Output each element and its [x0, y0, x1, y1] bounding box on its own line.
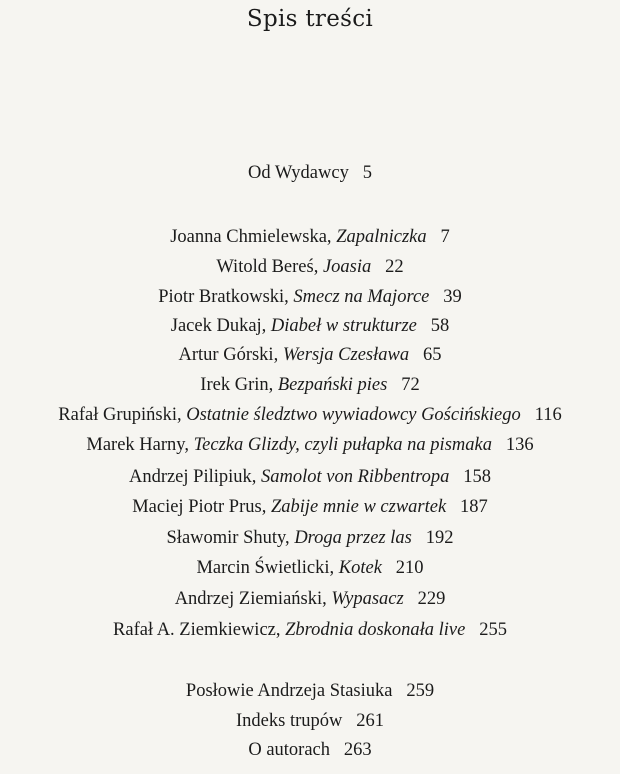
toc-story-title: Diabeł w strukturze	[270, 316, 417, 336]
toc-story-title: Joasia	[322, 257, 372, 277]
toc-entry	[0, 345, 620, 366]
toc-author: Jacek Dukaj,	[170, 316, 267, 336]
toc-page-number: 65	[422, 345, 442, 365]
toc-page-number: 116	[534, 405, 562, 425]
toc-page-number: 255	[479, 620, 507, 640]
toc-page-number: 158	[463, 467, 492, 487]
toc-story-title: Bezpański pies	[277, 375, 388, 395]
toc-entry	[0, 257, 620, 278]
toc-author: Witold Bereś,	[216, 257, 319, 277]
toc-author: Andrzej Ziemiański,	[174, 589, 327, 609]
toc-page-number: 261	[356, 711, 384, 731]
toc-back-label: O autorach	[248, 740, 331, 760]
toc-entry	[0, 620, 620, 641]
toc-author: Irek Grin,	[200, 375, 274, 395]
toc-entry	[0, 497, 620, 518]
toc-entry	[0, 589, 620, 610]
toc-author: Rafał A. Ziemkiewicz,	[113, 620, 281, 640]
page-title: Spis treści	[246, 6, 374, 32]
toc-page-number: 5	[362, 163, 372, 183]
toc-entry	[0, 405, 620, 426]
toc-story-title: Zapalniczka	[336, 227, 427, 247]
toc-page-number: 72	[401, 375, 420, 395]
toc-story-title: Ostatnie śledztwo wywiadowcy Gościńskiego	[186, 405, 521, 425]
toc-story-title: Zabije mnie w czwartek	[270, 497, 447, 517]
toc-entry	[0, 435, 620, 456]
toc-page-number: 263	[343, 740, 372, 760]
toc-entry	[0, 287, 620, 308]
toc-back-label: Indeks trupów	[236, 711, 343, 731]
toc-page-number: 22	[385, 257, 404, 277]
toc-page-number: 58	[430, 316, 450, 336]
toc-author: Sławomir Shuty,	[166, 528, 290, 548]
toc-story-title: Teczka Glizdy, czyli pułapka na pismaka	[193, 435, 492, 455]
toc-page-number: 210	[395, 558, 424, 578]
toc-story-title: Zbrodnia doskonała live	[285, 620, 466, 640]
toc-entry	[0, 227, 620, 248]
toc-back-entry	[0, 711, 620, 732]
toc-entry	[0, 316, 620, 337]
toc-story-title: Wypasacz	[331, 589, 404, 609]
toc-back-label: Posłowie Andrzeja Stasiuka	[185, 681, 393, 701]
toc-author: Marek Harny,	[86, 435, 189, 455]
toc-page-number: 192	[425, 528, 454, 548]
toc-story-title: Kotek	[338, 558, 382, 578]
toc-story-title: Droga przez las	[294, 528, 412, 548]
toc-author: Joanna Chmielewska,	[170, 227, 332, 247]
toc-author: Piotr Bratkowski,	[158, 287, 289, 307]
toc-entry	[0, 375, 620, 396]
toc-page-number: 259	[406, 681, 435, 701]
toc-page-number: 39	[443, 287, 462, 307]
toc-entry	[0, 558, 620, 579]
toc-author: Rafał Grupiński,	[58, 405, 182, 425]
toc-page-number: 136	[505, 435, 534, 455]
toc-front-entry	[0, 163, 620, 184]
toc-page-number: 7	[440, 227, 450, 247]
toc-entry	[0, 467, 620, 488]
toc-author: Andrzej Pilipiuk,	[128, 467, 257, 487]
toc-author: Artur Górski,	[178, 345, 279, 365]
toc-page-number: 187	[460, 497, 488, 517]
toc-author: Marcin Świetlicki,	[196, 558, 335, 578]
toc-story-title: Samolot von Ribbentropa	[261, 467, 450, 487]
toc-back-entry	[0, 740, 620, 761]
toc-story-title: Wersja Czesława	[282, 345, 410, 365]
toc-front-label: Od Wydawcy	[248, 163, 349, 183]
toc-story-title: Smecz na Majorce	[293, 287, 430, 307]
toc-back-entry	[0, 681, 620, 702]
toc-entry	[0, 528, 620, 549]
toc-author: Maciej Piotr Prus,	[132, 497, 267, 517]
toc-page-number: 229	[417, 589, 446, 609]
